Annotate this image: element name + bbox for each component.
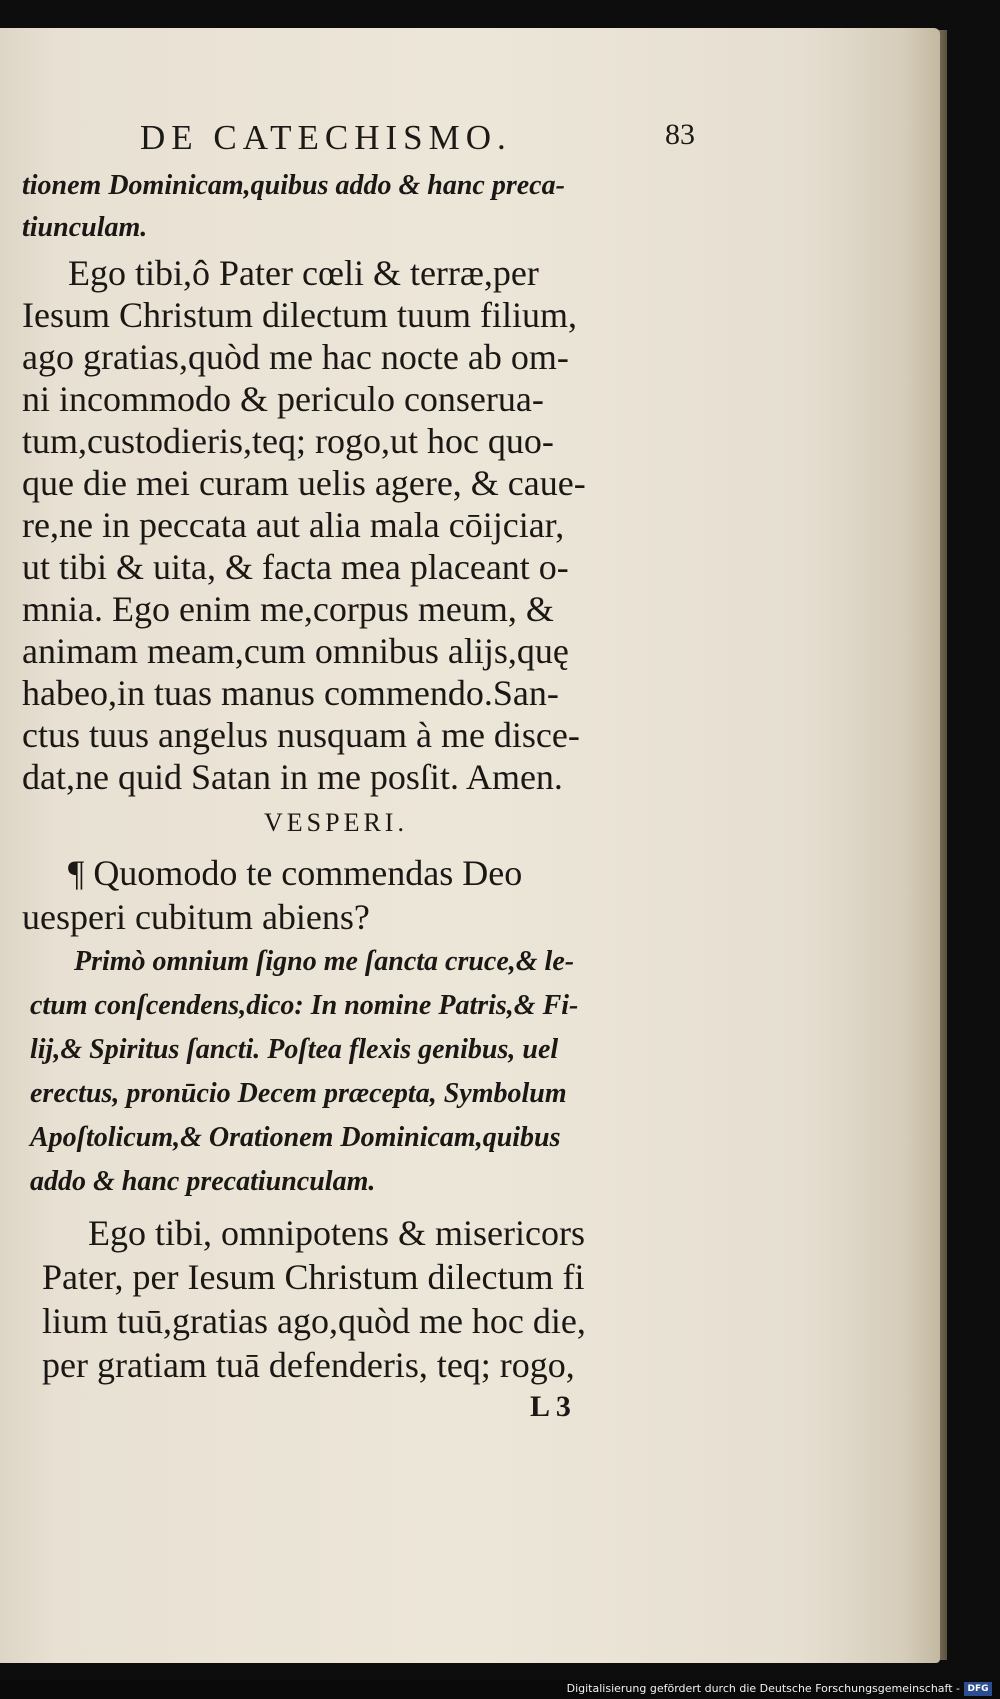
text-line: ¶ Quomodo te commendas Deo: [68, 853, 523, 893]
digitization-credit: Digitalisierung gefördert durch die Deutsche Forschungsgemeinschaft -: [566, 1682, 960, 1695]
text-line: addo & hanc precatiunculam.: [30, 1166, 376, 1197]
text-line: lium tuū,gratias ago,quòd me hoc die,: [42, 1301, 586, 1341]
dfg-logo-icon: DFG: [964, 1682, 992, 1696]
running-head: DE CATECHISMO.: [140, 118, 512, 157]
text-line: mnia. Ego enim me,corpus meum, &: [22, 589, 554, 629]
text-line: lij,& Spiritus ſancti. Poſtea flexis genibus, uel: [30, 1034, 559, 1065]
section-heading: VESPERI.: [264, 808, 408, 837]
text-line: ctum conſcendens,dico: In nomine Patris,& Fi-: [30, 990, 579, 1021]
text-line: ago gratias,quòd me hac nocte ab om-: [22, 337, 569, 377]
text-line: per gratiam tuā defenderis, teq; rogo,: [42, 1345, 575, 1385]
text-line: Iesum Christum dilectum tuum filium,: [22, 295, 577, 335]
text-line: ut tibi & uita, & facta mea placeant o-: [22, 547, 569, 587]
text-line: re,ne in peccata aut alia mala cōijciar,: [22, 505, 565, 545]
text-line: Ego tibi, omnipotens & misericors: [88, 1213, 585, 1253]
text-line: Primò omnium ſigno me ſancta cruce,& le-: [74, 946, 575, 977]
text-line: Pater, per Iesum Christum dilectum fi: [42, 1257, 585, 1297]
text-line: Ego tibi,ô Pater cœli & terræ,per: [68, 253, 539, 293]
signature-mark: L 3: [530, 1390, 571, 1423]
text-line: ctus tuus angelus nusquam à me disce-: [22, 715, 580, 755]
text-line: tiunculam.: [22, 212, 148, 243]
text-line: animam meam,cum omnibus alijs,quę: [22, 631, 569, 671]
text-line: habeo,in tuas manus commendo.San-: [22, 673, 559, 713]
text-line: dat,ne quid Satan in me posſit. Amen.: [22, 757, 563, 797]
text-line: ni incommodo & periculo conserua-: [22, 379, 544, 419]
text-line: erectus, pronūcio Decem præcepta, Symbolum: [30, 1078, 567, 1109]
page-header: [140, 118, 695, 158]
text-line: tionem Dominicam,quibus addo & hanc preca-: [22, 170, 565, 201]
text-line: uesperi cubitum abiens?: [22, 897, 370, 937]
text-line: que die mei curam uelis agere, & caue-: [22, 463, 586, 503]
text-line: tum,custodieris,teq; rogo,ut hoc quo-: [22, 421, 554, 461]
text-line: Apoſtolicum,& Orationem Dominicam,quibus: [30, 1122, 561, 1153]
page-number: 83: [665, 118, 695, 151]
